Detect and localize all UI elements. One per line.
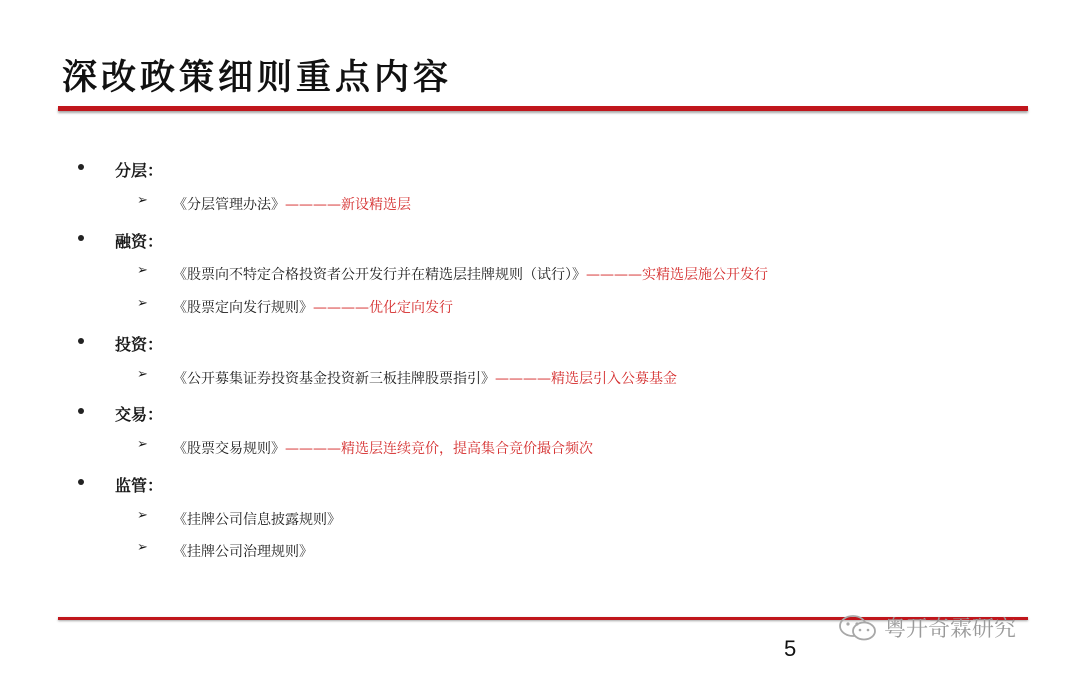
document-title: 《股票向不特定合格投资者公开发行并在精选层挂牌规则（试行）》: [173, 267, 586, 283]
document-title: 《分层管理办法》: [173, 197, 285, 213]
slide-title: 深改政策细则重点内容: [62, 58, 453, 98]
arrow-bullet-icon: ➢: [137, 508, 148, 523]
arrow-bullet-icon: ➢: [137, 263, 148, 278]
section-label: 融资：: [115, 232, 164, 251]
arrow-bullet-icon: ➢: [137, 193, 148, 208]
item-note: ————优化定向发行: [313, 300, 453, 316]
bullet-dot: [78, 408, 84, 414]
watermark: [838, 612, 1016, 643]
document-title: 《股票交易规则》: [173, 441, 285, 457]
item-note: ————精选层连续竞价，提高集合竞价撮合频次: [285, 441, 593, 457]
section-label: 投资：: [115, 335, 164, 354]
item-note: ————新设精选层: [285, 197, 411, 213]
section-label: 分层：: [115, 161, 164, 180]
arrow-bullet-icon: ➢: [137, 296, 148, 311]
bullet-dot: [78, 479, 84, 485]
document-title: 《挂牌公司信息披露规则》: [173, 512, 341, 528]
arrow-bullet-icon: ➢: [137, 367, 148, 382]
arrow-bullet-icon: ➢: [137, 437, 148, 452]
document-title: 《股票定向发行规则》: [173, 300, 313, 316]
item-note: ————精选层引入公募基金: [495, 371, 677, 387]
section-label: 监管：: [115, 476, 164, 495]
arrow-bullet-icon: ➢: [137, 540, 148, 555]
document-title: 《挂牌公司治理规则》: [173, 544, 313, 560]
bullet-dot: [78, 164, 84, 170]
bullet-dot: [78, 338, 84, 344]
bullet-dot: [78, 235, 84, 241]
wechat-icon: [838, 614, 878, 642]
section-label: 交易：: [115, 405, 164, 424]
item-note: ————实精选层施公开发行: [586, 267, 768, 283]
page-number: 5: [784, 636, 797, 661]
watermark-text: 粤开奇霖研究: [884, 617, 1017, 642]
title-divider: [58, 106, 1028, 111]
document-title: 《公开募集证券投资基金投资新三板挂牌股票指引》: [173, 371, 495, 387]
